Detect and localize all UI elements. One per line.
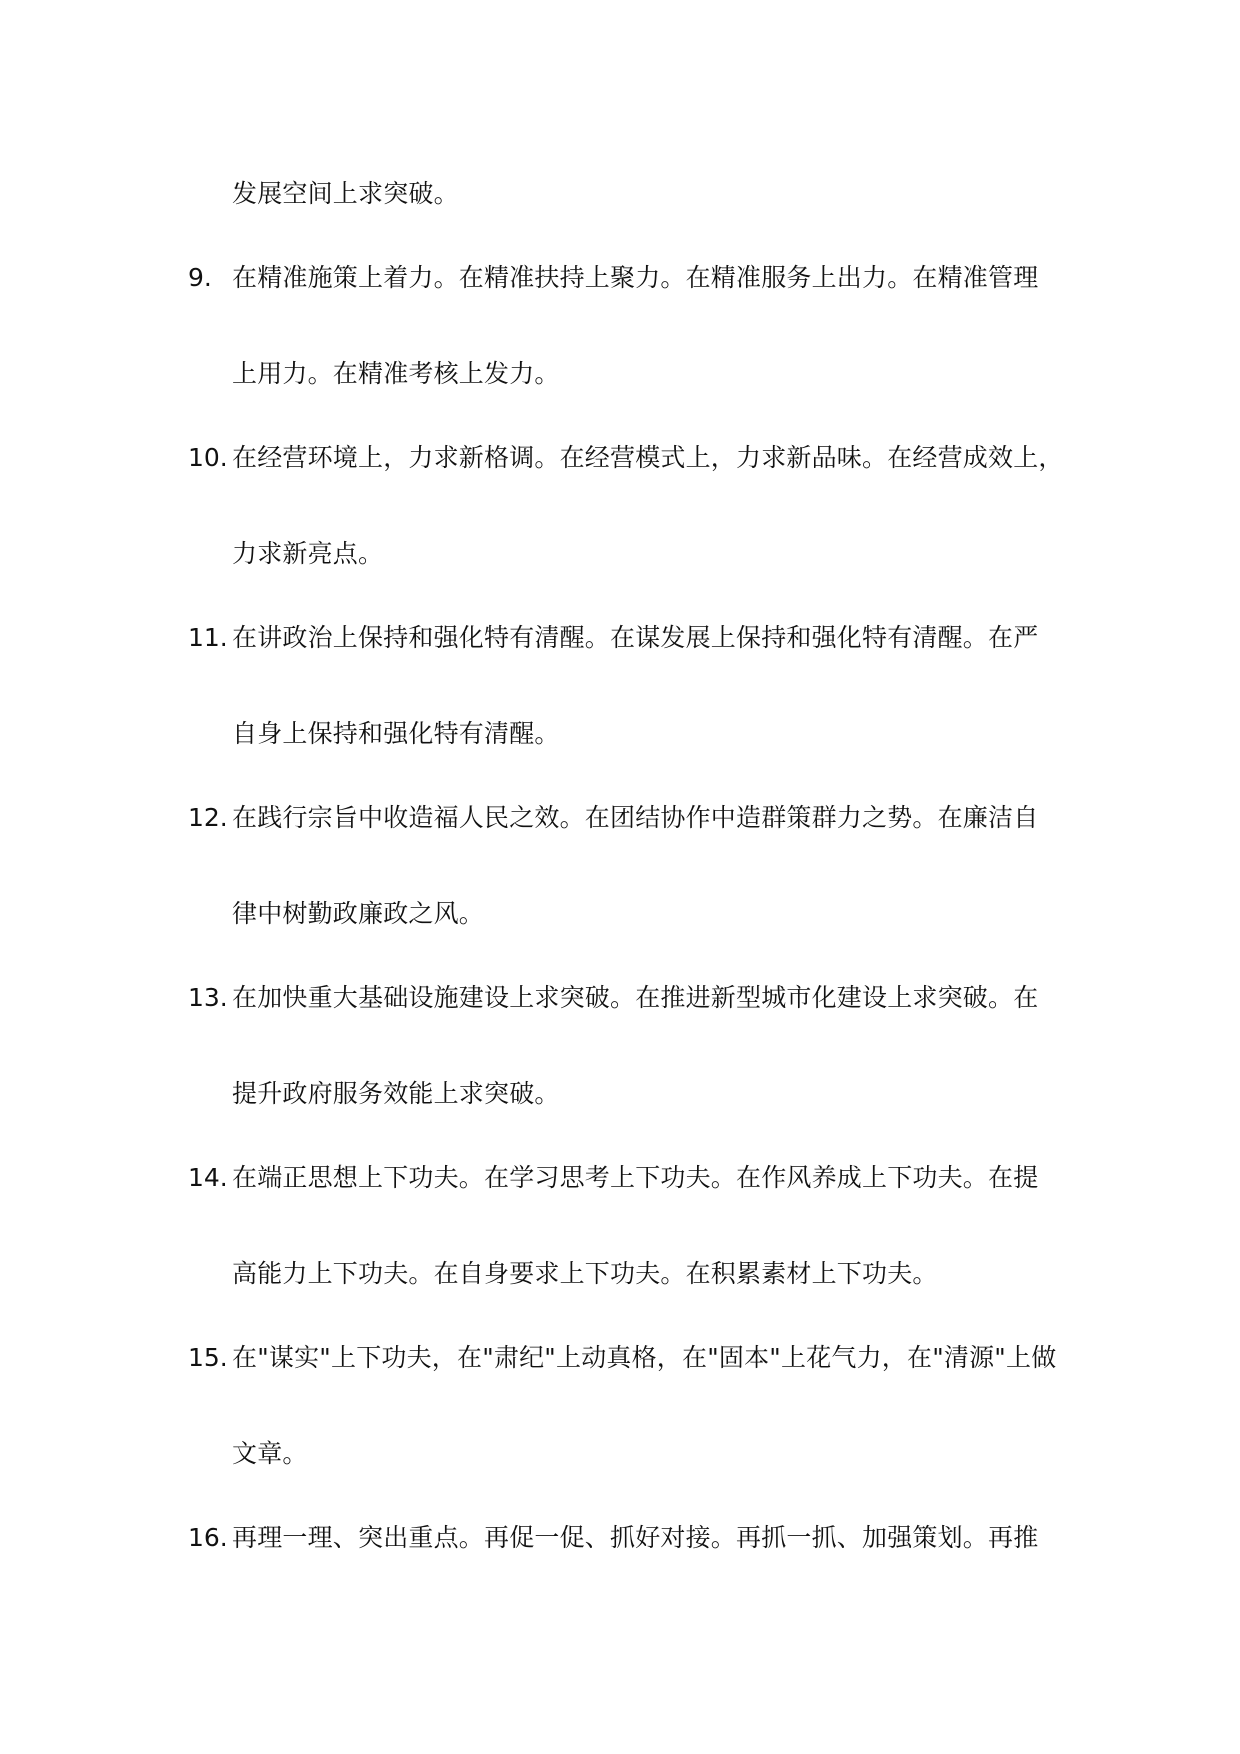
list-item-line: 在精准施策上着力。在精准扶持上聚力。在精准服务上出力。在精准管理: [232, 263, 1039, 292]
list-item-line: 在践行宗旨中收造福人民之效。在团结协作中造群策群力之势。在廉洁自: [232, 803, 1039, 832]
list-item-number: 12.: [188, 803, 228, 832]
list-item-line: 力求新亮点。: [232, 539, 384, 568]
list-item-number: 15.: [188, 1343, 228, 1372]
list-item-number: 9.: [188, 263, 212, 292]
list-item-line: 在经营环境上，力求新格调。在经营模式上，力求新品味。在经营成效上，: [232, 443, 1064, 472]
list-item-line: 上用力。在精准考核上发力。: [232, 359, 560, 388]
list-item-number: 16.: [188, 1523, 228, 1552]
list-item-line: 文章。: [232, 1439, 308, 1468]
list-item-line: 在端正思想上下功夫。在学习思考上下功夫。在作风养成上下功夫。在提: [232, 1163, 1039, 1192]
list-item-line: 在"谋实"上下功夫，在"肃纪"上动真格，在"固本"上花气力，在"清源"上做: [232, 1343, 1057, 1372]
list-item-number: 11.: [188, 623, 228, 652]
list-item-line: 高能力上下功夫。在自身要求上下功夫。在积累素材上下功夫。: [232, 1259, 938, 1288]
list-item-number: 10.: [188, 443, 228, 472]
list-item-line: 在讲政治上保持和强化特有清醒。在谋发展上保持和强化特有清醒。在严: [232, 623, 1039, 652]
continuation-line: 发展空间上求突破。: [232, 179, 459, 208]
list-item-line: 自身上保持和强化特有清醒。: [232, 719, 560, 748]
list-item-number: 13.: [188, 983, 228, 1012]
list-item-line: 在加快重大基础设施建设上求突破。在推进新型城市化建设上求突破。在: [232, 983, 1039, 1012]
list-item-line: 律中树勤政廉政之风。: [232, 899, 485, 928]
list-item-number: 14.: [188, 1163, 228, 1192]
list-item-line: 提升政府服务效能上求突破。: [232, 1079, 560, 1108]
list-item-line: 再理一理、突出重点。再促一促、抓好对接。再抓一抓、加强策划。再推: [232, 1523, 1039, 1552]
